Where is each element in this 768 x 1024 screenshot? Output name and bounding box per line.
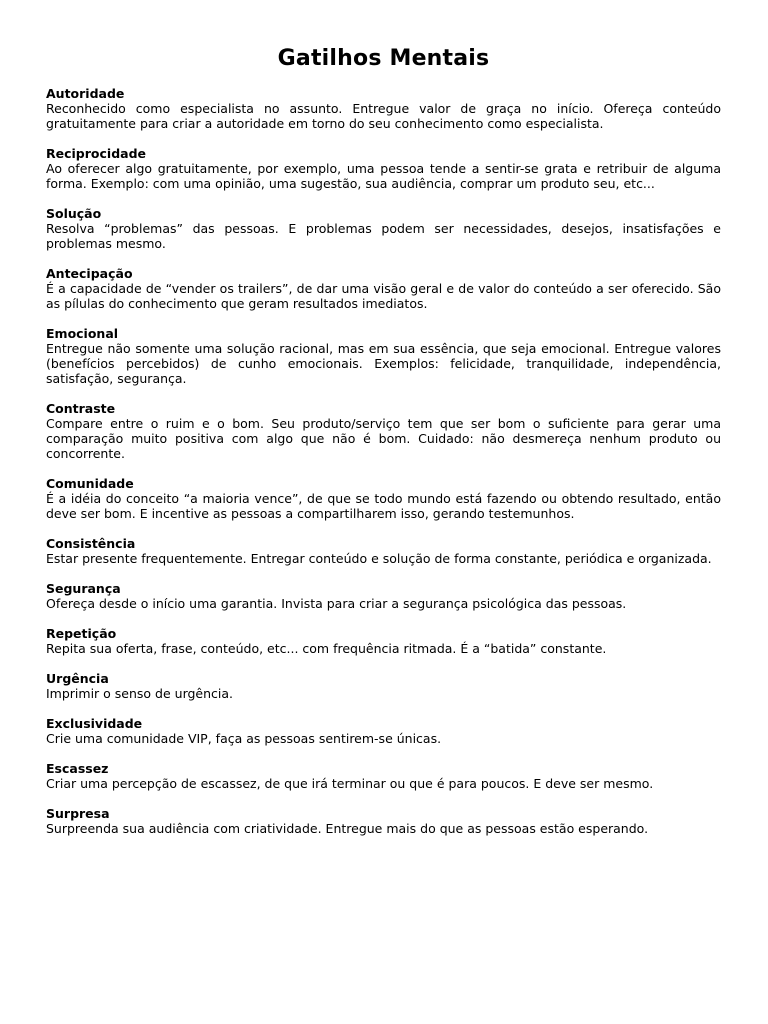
section-heading: Segurança [46,581,121,596]
section-text: Crie uma comunidade VIP, faça as pessoas sentirem-se únicas. [46,731,442,746]
section-heading: Repetição [46,626,117,641]
section-1 [46,86,721,131]
section-text: Surpreenda sua audiência com criatividade. Entregue mais do que as pessoas estão esperando. [46,821,649,836]
section-heading: Exclusividade [46,716,143,731]
section-heading: Contraste [46,401,116,416]
section-heading: Surpresa [46,806,110,821]
section-5 [46,326,721,386]
document-page [46,0,721,851]
section-text: Entregue não somente uma solução racional, mas em sua essência, que seja emocional. Entregue valores (benefícios percebidos) de cunho emocionais. Exemplos: felicidade, tranquilidade, independência, satisfação, segurança. [46,341,721,386]
section-heading: Antecipação [46,266,133,281]
section-12 [46,716,721,746]
section-11 [46,671,721,701]
section-2 [46,146,721,191]
section-heading: Comunidade [46,476,134,491]
section-3 [46,206,721,251]
section-14 [46,806,721,836]
section-6 [46,401,721,461]
section-4 [46,266,721,311]
section-text: É a idéia do conceito “a maioria vence”, de que se todo mundo está fazendo ou obtendo resultado, então deve ser bom. E incentive as pessoas a compartilharem isso, gerando testemunhos. [46,491,721,521]
section-9 [46,581,721,611]
section-list [46,86,721,836]
section-heading: Escassez [46,761,109,776]
section-heading: Consistência [46,536,136,551]
section-10 [46,626,721,656]
section-text: É a capacidade de “vender os trailers”, de dar uma visão geral e de valor do conteúdo a ser oferecido. São as pílulas do conhecimento que geram resultados imediatos. [46,281,721,311]
section-heading: Reciprocidade [46,146,146,161]
section-heading: Emocional [46,326,119,341]
section-heading: Urgência [46,671,109,686]
section-13 [46,761,721,791]
section-text: Criar uma percepção de escassez, de que irá terminar ou que é para poucos. E deve ser mesmo. [46,776,654,791]
section-text: Repita sua oferta, frase, conteúdo, etc... com frequência ritmada. É a “batida” constante. [46,641,607,656]
section-heading: Solução [46,206,102,221]
section-heading: Autoridade [46,86,125,101]
section-text: Ofereça desde o início uma garantia. Invista para criar a segurança psicológica das pessoas. [46,596,627,611]
document-title: Gatilhos Mentais [277,46,490,71]
section-8 [46,536,721,566]
section-text: Imprimir o senso de urgência. [46,686,234,701]
section-text: Resolva “problemas” das pessoas. E problemas podem ser necessidades, desejos, insatisfações e problemas mesmo. [46,221,721,251]
section-text: Reconhecido como especialista no assunto. Entregue valor de graça no início. Ofereça conteúdo gratuitamente para criar a autoridade em torno do seu conhecimento como especialista. [46,101,721,131]
section-text: Estar presente frequentemente. Entregar conteúdo e solução de forma constante, periódica e organizada. [46,551,712,566]
section-text: Ao oferecer algo gratuitamente, por exemplo, uma pessoa tende a sentir-se grata e retribuir de alguma forma. Exemplo: com uma opinião, uma sugestão, sua audiência, comprar um produto seu, etc... [46,161,721,191]
section-text: Compare entre o ruim e o bom. Seu produto/serviço tem que ser bom o suficiente para gerar uma comparação muito positiva com algo que não é bom. Cuidado: não desmereça nenhum produto ou concorrente. [46,416,721,461]
section-7 [46,476,721,521]
